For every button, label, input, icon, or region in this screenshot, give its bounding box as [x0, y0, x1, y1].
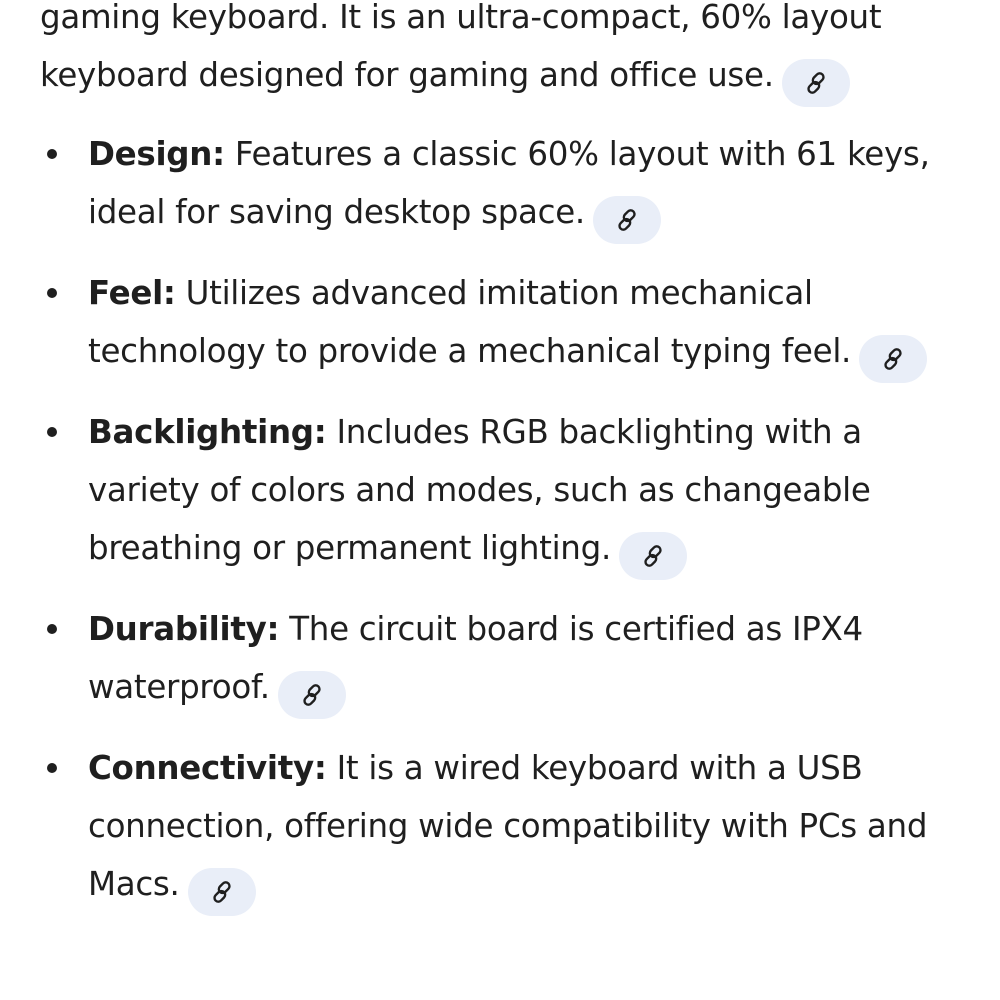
bullet-icon — [47, 149, 57, 159]
link-icon — [299, 682, 325, 708]
feature-term: Durability: — [88, 610, 280, 648]
feature-description: Utilizes advanced imitation mechanical technology to provide a mechanical typing feel. — [88, 274, 852, 370]
link-icon — [209, 879, 235, 905]
link-icon — [640, 543, 666, 569]
list-item — [40, 600, 960, 719]
feature-term: Connectivity: — [88, 749, 327, 787]
intro-paragraph — [40, 0, 960, 107]
citation-chip[interactable] — [593, 196, 661, 244]
feature-description: The circuit board is certified as IPX4 waterproof. — [88, 610, 863, 706]
feature-description: Features a classic 60% layout with 61 keys, ideal for saving desktop space. — [88, 135, 930, 231]
list-item — [40, 264, 960, 383]
link-icon — [614, 207, 640, 233]
feature-description: It is a wired keyboard with a USB connection, offering wide compatibility with PCs and Macs. — [88, 749, 928, 903]
feature-term: Backlighting: — [88, 413, 327, 451]
feature-term: Design: — [88, 135, 225, 173]
citation-chip[interactable] — [782, 59, 850, 107]
citation-chip[interactable] — [188, 868, 256, 916]
bullet-icon — [47, 427, 57, 437]
intro-text: gaming keyboard. It is an ultra-compact, 60% layout keyboard designed for gaming and office use. — [40, 0, 882, 94]
bullet-icon — [47, 624, 57, 634]
bullet-icon — [47, 288, 57, 298]
link-icon — [803, 70, 829, 96]
feature-description: Includes RGB backlighting with a variety of colors and modes, such as changeable breathing or permanent lighting. — [88, 413, 871, 567]
citation-chip[interactable] — [278, 671, 346, 719]
response-content — [40, 0, 960, 936]
feature-list — [40, 125, 960, 916]
bullet-icon — [47, 763, 57, 773]
list-item — [40, 125, 960, 244]
feature-term: Feel: — [88, 274, 176, 312]
citation-chip[interactable] — [859, 335, 927, 383]
list-item — [40, 403, 960, 580]
list-item — [40, 739, 960, 916]
link-icon — [880, 346, 906, 372]
citation-chip[interactable] — [619, 532, 687, 580]
